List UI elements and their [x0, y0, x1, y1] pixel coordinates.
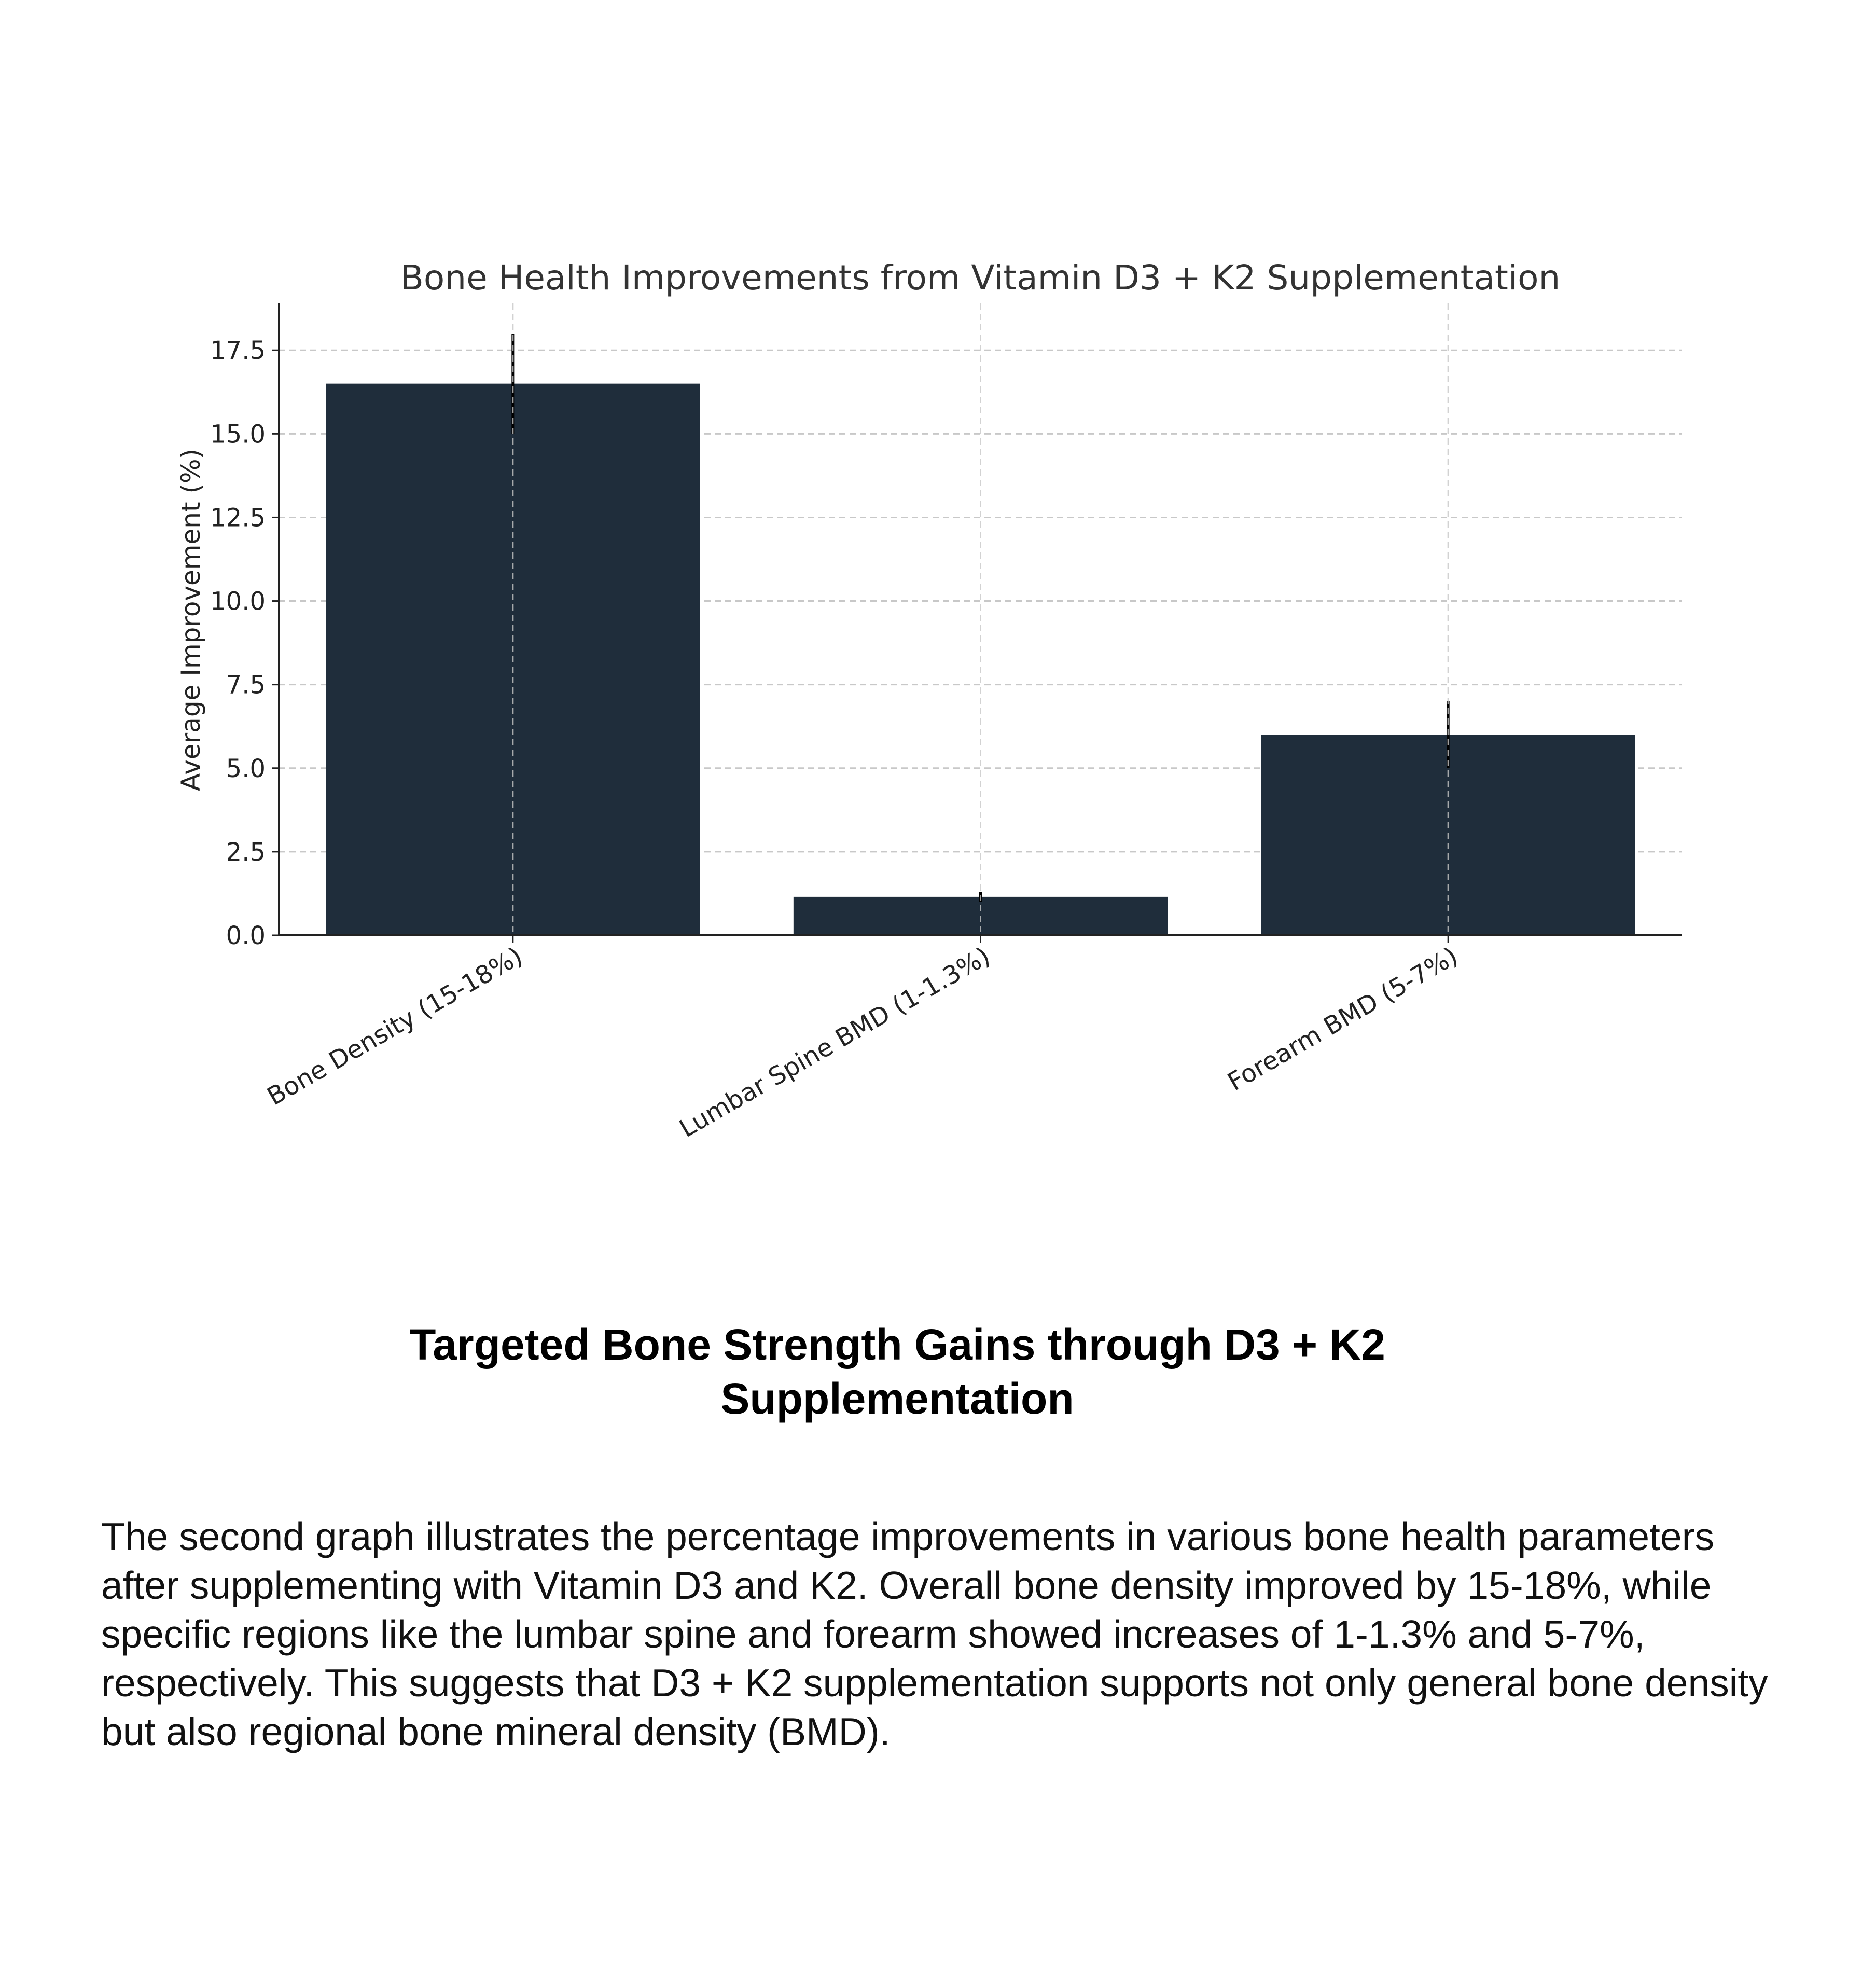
- y-tick-label: 12.5: [210, 503, 266, 533]
- section-heading-line-1: Targeted Bone Strength Gains through D3 + K2: [409, 1320, 1385, 1369]
- section-heading-line-2: Supplementation: [720, 1374, 1074, 1423]
- y-tick-label: 2.5: [226, 837, 266, 867]
- x-tick-label: Bone Density (15-18%): [262, 941, 527, 1112]
- body-paragraph: The second graph illustrates the percentage improvements in various bone health parameters after supplementing with Vitamin D3 and K2. Overall bone density improved by 15-18%, while specific regions like the lumbar spine and forearm showed increases of 1-1.3% and 5-7%, respectively. This suggests that D3 + K2 supplementation supports not only general bone density but also regional bone mineral density (BMD).: [101, 1515, 1768, 1753]
- y-axis-label: Average Improvement (%): [176, 449, 206, 791]
- y-tick-label: 17.5: [210, 336, 266, 366]
- x-tick-label: Forearm BMD (5-7%): [1222, 941, 1463, 1097]
- section-heading: [363, 1318, 1432, 1426]
- y-tick-label: 5.0: [226, 754, 266, 783]
- y-tick-label: 10.0: [210, 587, 266, 616]
- y-tick-label: 7.5: [226, 670, 266, 700]
- y-tick-label: 15.0: [210, 420, 266, 449]
- y-tick-label: 0.0: [226, 921, 266, 950]
- x-tick-label: Lumbar Spine BMD (1-1.3%): [674, 941, 995, 1144]
- chart-title: Bone Health Improvements from Vitamin D3 + K2 Supplementation: [400, 258, 1561, 298]
- x-tick-labels: [262, 942, 1463, 1143]
- y-tick-labels: [210, 336, 266, 950]
